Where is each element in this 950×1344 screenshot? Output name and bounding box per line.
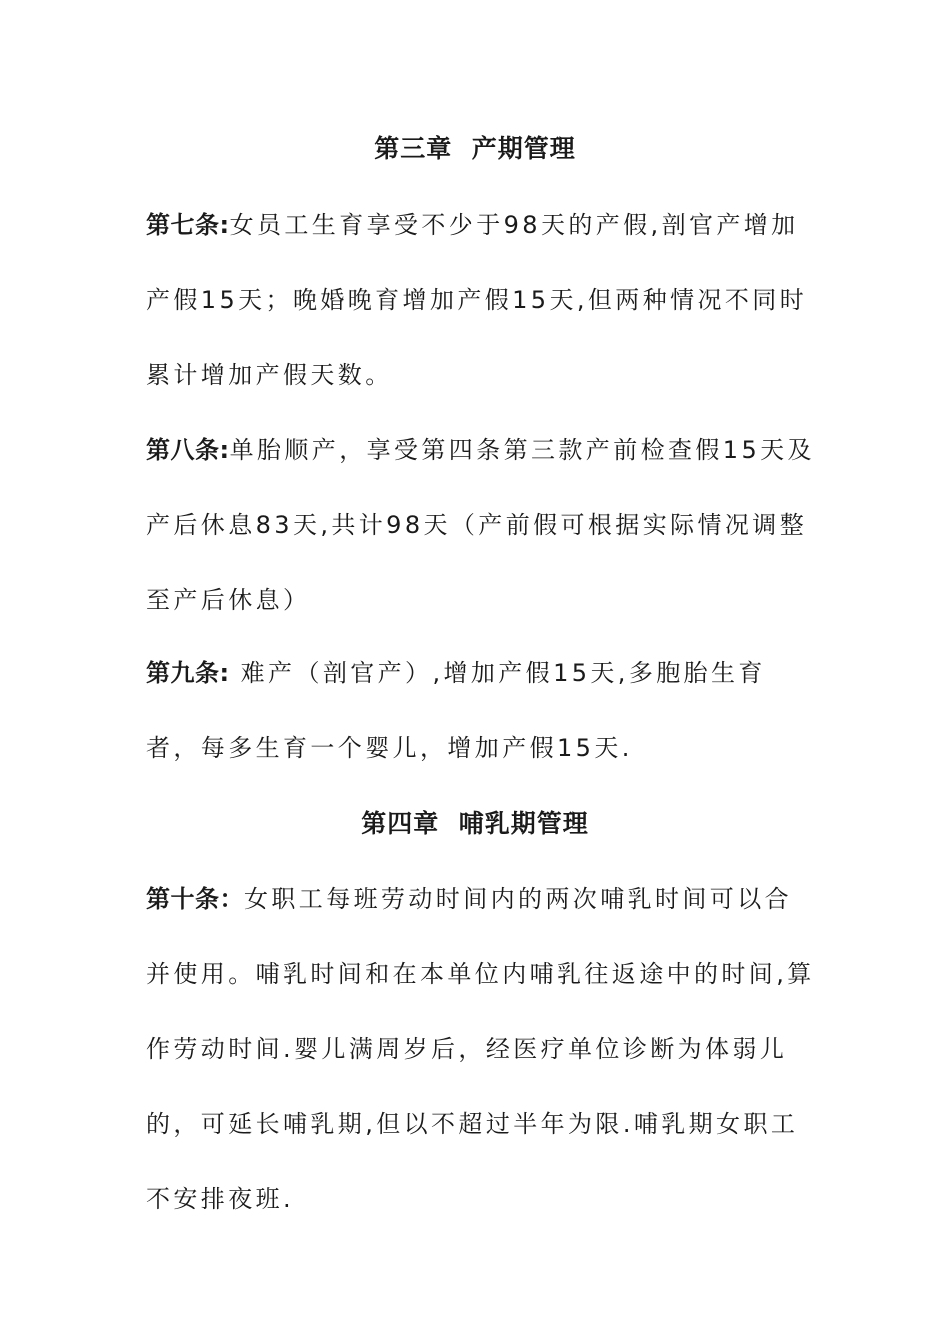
article-8-label: 第八条: — [146, 436, 230, 464]
article-7-label: 第七条: — [146, 211, 230, 239]
article-10-text: 女职工每班劳动时间内的两次哺乳时间可以合并使用。哺乳时间和在本单位内哺乳往返途中的时间,算作劳动时间.婴儿满周岁后，经医疗单位诊断为体弱儿的，可延长哺乳期,但以不超过半年为限.哺乳期女职工不安排夜班. — [146, 885, 815, 1213]
article-8-text: 单胎顺产，享受第四条第三款产前检查假15天及产后休息83天,共计98天（产前假可根据实际情况调整至产后休息） — [146, 436, 815, 614]
article-9-label: 第九条: — [146, 659, 230, 687]
article-7-text: 女员工生育享受不少于98天的产假,剖官产增加产假15天；晚婚晚育增加产假15天,但两种情况不同时累计增加产假天数。 — [146, 211, 808, 389]
article-7 — [146, 188, 816, 413]
article-10-label: 第十条： — [146, 885, 244, 913]
chapter-3-title: 第三章 产期管理 — [374, 134, 576, 163]
article-10 — [146, 862, 816, 1237]
article-9-text: 难产（剖官产）,增加产假15天,多胞胎生育者，每多生育一个婴儿，增加产假15天. — [146, 659, 766, 762]
article-9 — [146, 636, 816, 786]
chapter-4-title: 第四章 哺乳期管理 — [361, 809, 589, 838]
article-8 — [146, 413, 816, 638]
